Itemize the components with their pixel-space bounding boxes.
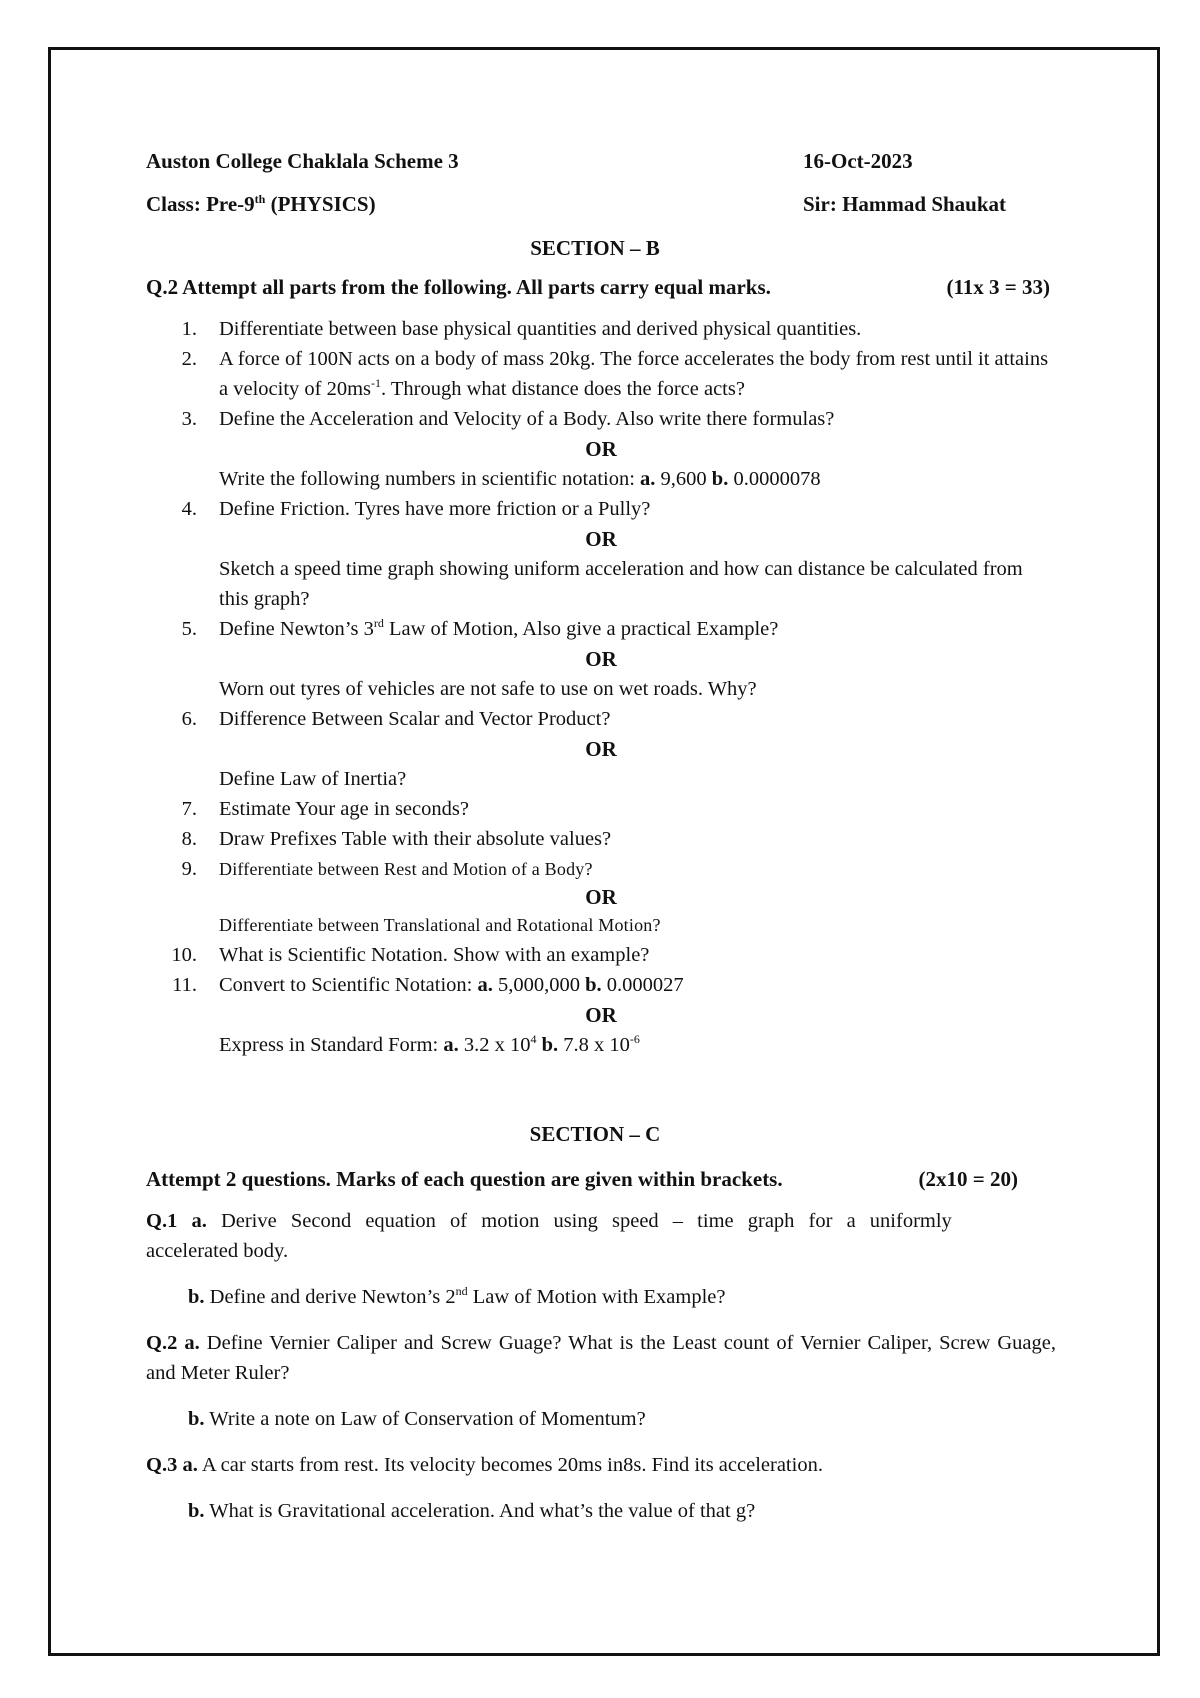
superscript: -1	[371, 376, 382, 391]
item-number: 8.	[181, 828, 197, 850]
value-text: 7.8 x 10	[558, 1034, 630, 1056]
item-number: 7.	[181, 798, 197, 820]
alternative-question: Differentiate between Translational and Rotational Motion?	[219, 915, 661, 935]
question-text: Define Vernier Caliper and Screw Guage? What is the Least count of Vernier Caliper, Screw Guage, and Meter Ruler?	[146, 1332, 1057, 1384]
question-text: Draw Prefixes Table with their absolute values?	[219, 828, 612, 850]
superscript: rd	[373, 616, 384, 631]
part-label: b.	[711, 468, 729, 490]
college-name: Auston College Chaklala Scheme 3	[146, 148, 459, 173]
list-item	[146, 824, 1056, 854]
question-label: Q.3	[146, 1454, 178, 1476]
question-text: Differentiate between Rest and Motion of a Body?	[219, 859, 593, 879]
or-separator: OR	[585, 885, 617, 909]
question-text: Estimate Your age in seconds?	[219, 798, 469, 820]
part-label: a.	[640, 468, 656, 490]
section-c-q1-b	[146, 1282, 1056, 1312]
value-text: 3.2 x 10	[458, 1034, 531, 1056]
section-b-title: SECTION – B	[530, 236, 660, 260]
question-text: . Through what distance does the force acts?	[381, 378, 745, 400]
alternative-question: Worn out tyres of vehicles are not safe to use on wet roads. Why?	[219, 678, 757, 700]
value-text: 0.000027	[601, 974, 684, 996]
exam-paper	[146, 146, 1056, 1526]
part-label: a.	[477, 974, 493, 996]
marks-badge: (11x 3 = 33)	[946, 275, 1050, 299]
value-text: 0.0000078	[728, 468, 821, 490]
question-text: Define the Acceleration and Velocity of a Body. Also write there formulas?	[219, 408, 835, 430]
instruction-text: Attempt 2 questions. Marks of each question are given within brackets.	[146, 1167, 783, 1191]
question-text: Derive Second equation of motion using speed – time graph for a uniformly	[206, 1210, 952, 1232]
question-label: Q.2	[146, 1332, 178, 1354]
section-c-title: SECTION – C	[529, 1122, 661, 1146]
list-item	[146, 494, 1056, 614]
class-info	[146, 192, 803, 217]
section-b-instruction	[146, 275, 1056, 300]
list-item	[146, 614, 1056, 704]
list-item	[146, 970, 1056, 1060]
alternative-question: Define Law of Inertia?	[219, 768, 407, 790]
or-separator: OR	[585, 437, 617, 461]
section-c-q3-a	[146, 1450, 1056, 1480]
question-text: Write the following numbers in scientific notation:	[219, 468, 641, 490]
item-number: 1.	[181, 318, 197, 340]
item-number: 10.	[171, 944, 197, 966]
superscript: 4	[530, 1032, 537, 1047]
section-c-q2-b	[146, 1404, 1056, 1434]
section-c-q1-a	[146, 1206, 1056, 1266]
item-number: 5.	[181, 618, 197, 640]
question-text: Law of Motion with Example?	[467, 1286, 726, 1308]
section-c-instruction	[146, 1167, 1056, 1192]
header-row-1	[146, 146, 1056, 176]
question-label: Q.1	[146, 1210, 178, 1232]
list-item	[146, 940, 1056, 970]
question-list	[146, 314, 1056, 1060]
marks-badge: (2x10 = 20)	[918, 1167, 1018, 1191]
question-text: Express in Standard Form:	[219, 1034, 444, 1056]
list-item	[146, 854, 1056, 940]
part-label: a.	[443, 1034, 459, 1056]
alternative-question: Sketch a speed time graph showing uniform acceleration and how can distance be calculated from this graph?	[219, 558, 1023, 610]
question-text: Law of Motion, Also give a practical Example?	[383, 618, 779, 640]
part-label: a.	[184, 1332, 200, 1354]
part-label: b.	[188, 1286, 205, 1308]
question-text: accelerated body.	[146, 1240, 289, 1262]
section-c-q3-b	[146, 1496, 1056, 1526]
value-text: 9,600	[655, 468, 712, 490]
question-text: Define Friction. Tyres have more friction or a Pully?	[219, 498, 651, 520]
or-separator: OR	[585, 527, 617, 551]
question-text: Difference Between Scalar and Vector Product?	[219, 708, 611, 730]
class-subject: (PHYSICS)	[265, 191, 376, 216]
instruction-text: Q.2 Attempt all parts from the following. All parts carry equal marks.	[146, 275, 771, 299]
class-label: Class: Pre-9	[146, 191, 255, 216]
question-text: Convert to Scientific Notation:	[219, 974, 478, 996]
item-number: 9.	[181, 858, 197, 880]
item-number: 2.	[181, 348, 197, 370]
superscript: nd	[455, 1284, 468, 1299]
question-text: Differentiate between base physical quantities and derived physical quantities.	[219, 318, 862, 340]
section-c-q2-a	[146, 1328, 1056, 1388]
superscript: -6	[629, 1032, 640, 1047]
list-item	[146, 404, 1056, 494]
list-item	[146, 704, 1056, 794]
part-label: b.	[536, 1034, 559, 1056]
question-text: A car starts from rest. Its velocity becomes 20ms in8s. Find its acceleration.	[197, 1454, 823, 1476]
item-number: 4.	[181, 498, 197, 520]
value-text: 5,000,000	[492, 974, 586, 996]
question-text: What is Scientific Notation. Show with an example?	[219, 944, 650, 966]
list-item	[146, 794, 1056, 824]
part-label: a.	[182, 1454, 198, 1476]
class-sup: th	[254, 191, 266, 206]
question-text: A force of 100N acts on a body of mass 20kg. The force accelerates the body from rest until it attains a velocity of 20ms	[219, 348, 1049, 400]
list-item	[146, 344, 1056, 404]
alternative-question	[219, 1030, 1056, 1060]
or-separator: OR	[585, 1003, 617, 1027]
question-text: Define and derive Newton’s 2	[204, 1286, 456, 1308]
list-item	[146, 314, 1056, 344]
or-separator: OR	[585, 737, 617, 761]
part-label: b.	[188, 1500, 205, 1522]
header-row-2	[146, 189, 1056, 219]
exam-date: 16-Oct-2023	[803, 148, 913, 173]
item-number: 3.	[181, 408, 197, 430]
or-separator: OR	[585, 647, 617, 671]
part-label: b.	[585, 974, 602, 996]
question-text: Define Newton’s 3	[219, 618, 374, 640]
item-number: 11.	[172, 974, 197, 996]
alternative-question	[219, 464, 1056, 494]
teacher-name: Sir: Hammad Shaukat	[803, 191, 1007, 216]
part-label: b.	[188, 1408, 205, 1430]
part-label: a.	[191, 1210, 207, 1232]
question-text: Write a note on Law of Conservation of Momentum?	[204, 1408, 646, 1430]
question-text: What is Gravitational acceleration. And what’s the value of that g?	[204, 1500, 756, 1522]
item-number: 6.	[181, 708, 197, 730]
